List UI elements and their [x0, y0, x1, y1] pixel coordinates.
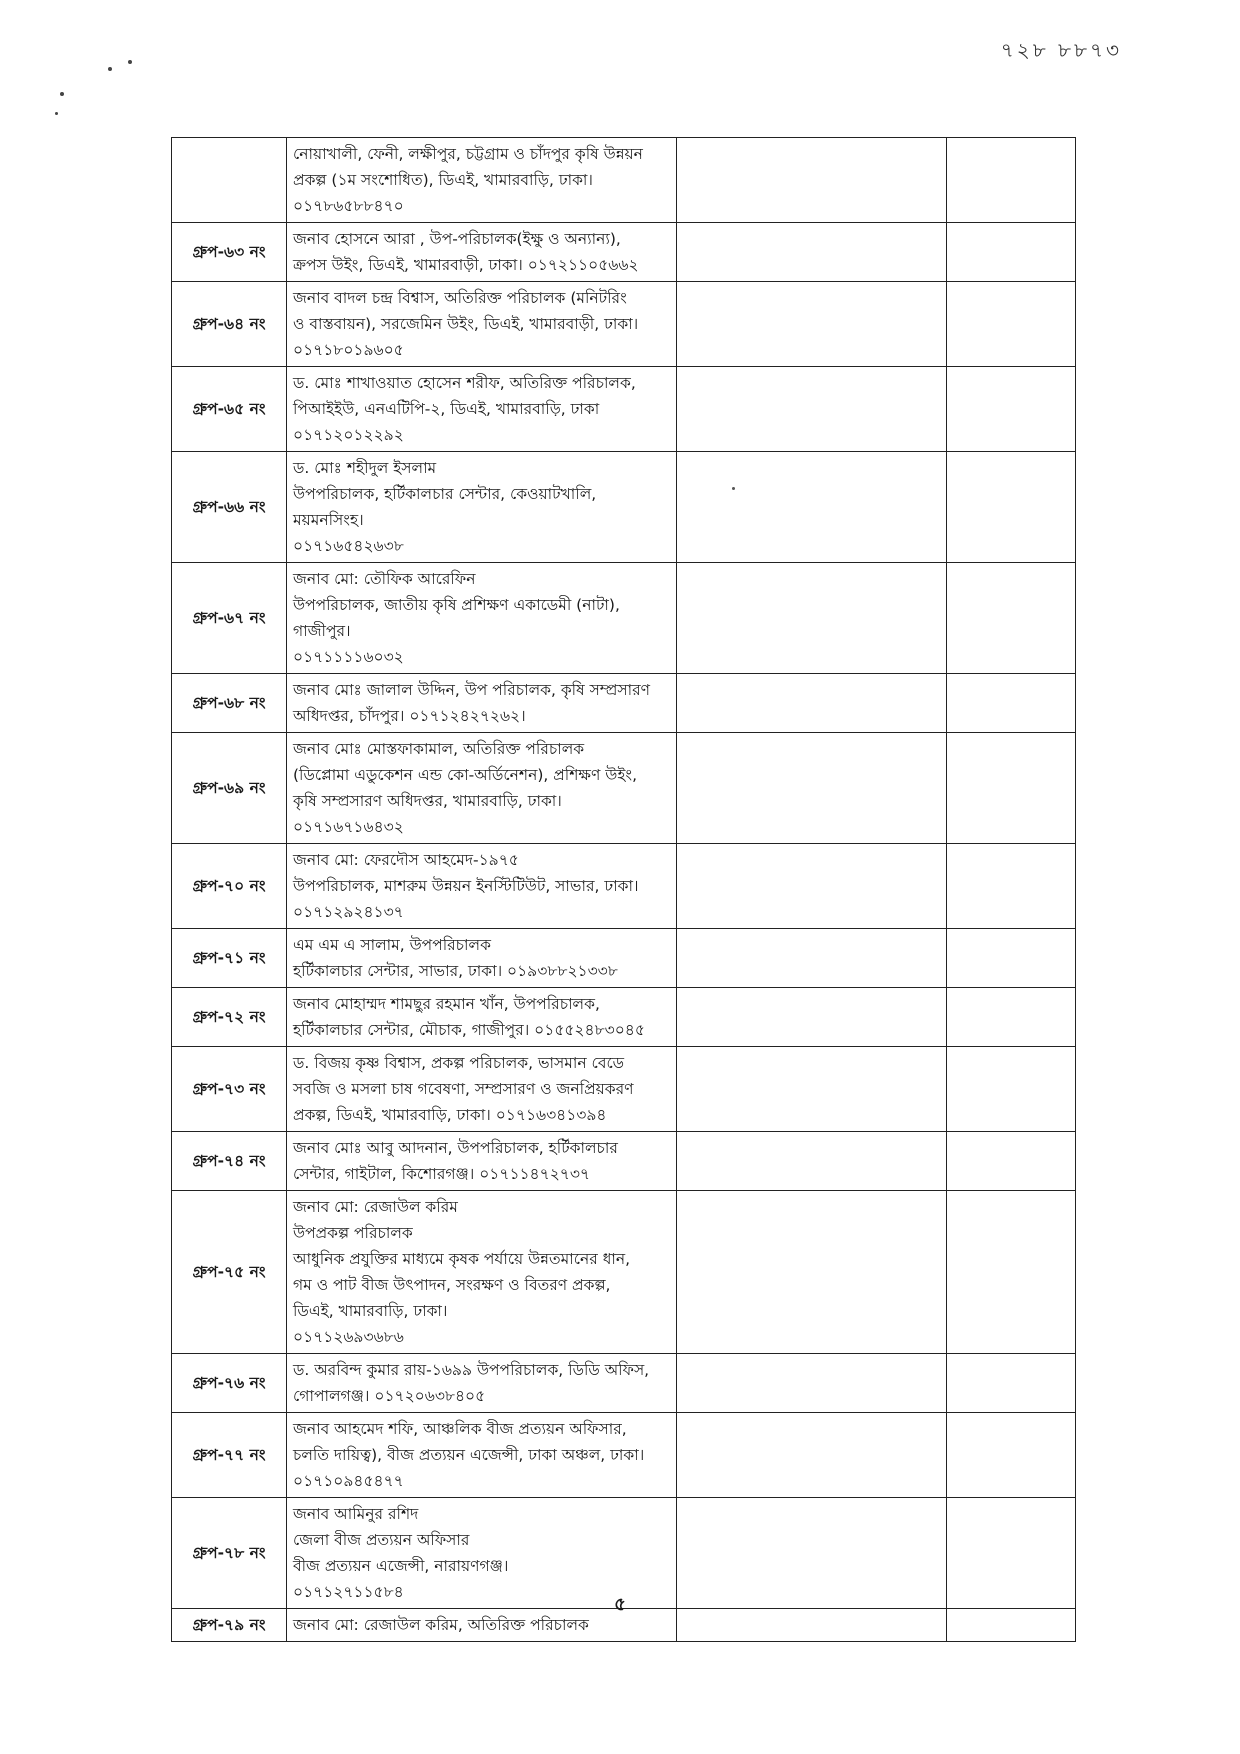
scan-speck — [108, 67, 112, 71]
officer-details-cell — [287, 563, 677, 674]
officer-detail-line: ০১৭১৬৭১৬৪৩২ — [293, 818, 404, 836]
group-number-cell: গ্রুপ-৭৯ নং — [172, 1609, 287, 1642]
officer-detail-line: (ডিপ্লোমা এডুকেশন এন্ড কো-অর্ডিনেশন), প্রশিক্ষণ উইং, — [293, 766, 637, 784]
group-number-cell: গ্রুপ-৭২ নং — [172, 988, 287, 1047]
blank-cell — [947, 988, 1076, 1047]
table-row — [172, 1191, 1076, 1354]
group-number-cell: গ্রুপ-৬৩ নং — [172, 223, 287, 282]
officer-detail-line: গোপালগঞ্জ। ০১৭২০৬৩৮৪০৫ — [293, 1387, 486, 1405]
scan-speck — [60, 92, 64, 96]
officer-details-cell — [287, 138, 677, 223]
officer-detail-line: ড. মোঃ শহীদুল ইসলাম — [293, 459, 437, 477]
officer-detail-line: প্রকল্প, ডিএই, খামারবাড়ি, ঢাকা। ০১৭১৬৩৪১৩৯৪ — [293, 1106, 607, 1124]
officer-detail-line: সবজি ও মসলা চাষ গবেষণা, সম্প্রসারণ ও জনপ্রিয়করণ — [293, 1080, 634, 1098]
group-number-cell: গ্রুপ-৭৪ নং — [172, 1132, 287, 1191]
blank-cell — [677, 929, 947, 988]
officer-detail-line: ড. অরবিন্দ কুমার রায়-১৬৯৯ উপপরিচালক, ডিডি অফিস, — [293, 1361, 650, 1379]
officer-details-cell — [287, 988, 677, 1047]
officer-detail-line: পিআইইউ, এনএটিপি-২, ডিএই, খামারবাড়ি, ঢাকা — [293, 400, 600, 418]
blank-cell — [677, 138, 947, 223]
group-number-cell: গ্রুপ-৭০ নং — [172, 844, 287, 929]
officer-detail-line: উপপরিচালক, জাতীয় কৃষি প্রশিক্ষণ একাডেমী (নাটা), — [293, 596, 620, 614]
officer-detail-line: জনাব মো: রেজাউল করিম — [293, 1198, 458, 1216]
blank-cell — [947, 844, 1076, 929]
officer-details-cell — [287, 1047, 677, 1132]
page-number: ৫ — [614, 1594, 626, 1615]
officer-detail-line: জেলা বীজ প্রত্যয়ন অফিসার — [293, 1531, 470, 1549]
group-number-cell: গ্রুপ-৭১ নং — [172, 929, 287, 988]
scan-speck — [128, 60, 132, 64]
table-row — [172, 563, 1076, 674]
table-row — [172, 1132, 1076, 1191]
scan-speck — [55, 112, 58, 115]
officer-detail-line: নোয়াখালী, ফেনী, লক্ষীপুর, চট্টগ্রাম ও চাঁদপুর কৃষি উন্নয়ন — [293, 145, 643, 163]
blank-cell — [947, 452, 1076, 563]
table-row — [172, 138, 1076, 223]
officer-detail-line: ০১৭১৮০১৯৬০৫ — [293, 341, 404, 359]
officer-details-cell — [287, 733, 677, 844]
officer-detail-line: প্রকল্প (১ম সংশোধিত), ডিএই, খামারবাড়ি, ঢাকা। — [293, 171, 593, 189]
officer-detail-line: ০১৭১১১১৬০৩২ — [293, 648, 404, 666]
table-row — [172, 1047, 1076, 1132]
group-number-cell: গ্রুপ-৭৩ নং — [172, 1047, 287, 1132]
officer-detail-line: জনাব বাদল চন্দ্র বিশ্বাস, অতিরিক্ত পরিচালক (মনিটরিং — [293, 289, 627, 307]
officer-details-cell — [287, 1191, 677, 1354]
officer-detail-line: জনাব মোহাম্মদ শামছুর রহমান খাঁন, উপপরিচালক, — [293, 995, 600, 1013]
header-reference-mark: ৭২৮ ৮৮৭৩ — [1000, 38, 1122, 62]
officer-detail-line: ও বাস্তবায়ন), সরজেমিন উইং, ডিএই, খামারবাড়ী, ঢাকা। — [293, 315, 639, 333]
officer-details-cell — [287, 223, 677, 282]
blank-cell — [947, 1047, 1076, 1132]
blank-cell — [677, 367, 947, 452]
officer-details-cell — [287, 844, 677, 929]
table-row — [172, 844, 1076, 929]
blank-cell — [947, 367, 1076, 452]
officer-detail-line: ০১৭১০৯৪৫৪৭৭ — [293, 1472, 404, 1490]
blank-cell — [677, 452, 947, 563]
officer-detail-line: ড. বিজয় কৃষ্ণ বিশ্বাস, প্রকল্প পরিচালক, ভাসমান বেডে — [293, 1054, 625, 1072]
group-number-cell: গ্রুপ-৬৫ নং — [172, 367, 287, 452]
blank-cell — [677, 988, 947, 1047]
officer-detail-line: সেন্টার, গাইটাল, কিশোরগঞ্জ। ০১৭১১৪৭২৭৩৭ — [293, 1165, 591, 1183]
table-row — [172, 929, 1076, 988]
table-row — [172, 1413, 1076, 1498]
officer-detail-line: অধিদপ্তর, চাঁদপুর। ০১৭১২৪২৭২৬২। — [293, 707, 526, 725]
group-number-cell: গ্রুপ-৭৮ নং — [172, 1498, 287, 1609]
table-row — [172, 223, 1076, 282]
group-number-cell: গ্রুপ-৬৯ নং — [172, 733, 287, 844]
blank-cell — [947, 223, 1076, 282]
blank-cell — [947, 138, 1076, 223]
officer-details-cell — [287, 1413, 677, 1498]
table-row — [172, 733, 1076, 844]
officer-details-cell — [287, 929, 677, 988]
blank-cell — [947, 1191, 1076, 1354]
officer-detail-line: জনাব মোঃ আবু আদনান, উপপরিচালক, হর্টিকালচার — [293, 1139, 618, 1157]
officer-details-cell — [287, 1354, 677, 1413]
blank-cell — [947, 563, 1076, 674]
roster-body — [172, 138, 1076, 1642]
officer-detail-line: হর্টিকালচার সেন্টার, মৌচাক, গাজীপুর। ০১৫৫২৪৮৩০৪৫ — [293, 1021, 645, 1039]
officer-detail-line: ড. মোঃ শাখাওয়াত হোসেন শরীফ, অতিরিক্ত পরিচালক, — [293, 374, 636, 392]
officer-detail-line: জনাব মো: তৌফিক আরেফিন — [293, 570, 476, 588]
officer-detail-line: জনাব মো: রেজাউল করিম, অতিরিক্ত পরিচালক — [293, 1616, 589, 1634]
officer-detail-line: কৃষি সম্প্রসারণ অধিদপ্তর, খামারবাড়ি, ঢাকা। — [293, 792, 562, 810]
officer-detail-line: উপপরিচালক, হর্টিকালচার সেন্টার, কেওয়াটখালি, — [293, 485, 597, 503]
blank-cell — [947, 1354, 1076, 1413]
blank-cell — [677, 1354, 947, 1413]
officer-detail-line: এম এম এ সালাম, উপপরিচালক — [293, 936, 491, 954]
officer-detail-line: ০১৭১৬৫৪২৬৩৮ — [293, 537, 404, 555]
officer-detail-line: ০১৭১২৬৯৩৬৮৬ — [293, 1328, 404, 1346]
blank-cell — [677, 563, 947, 674]
blank-cell — [677, 733, 947, 844]
officer-detail-line: উপপরিচালক, মাশরুম উন্নয়ন ইনস্টিটিউট, সাভার, ঢাকা। — [293, 877, 639, 895]
officer-detail-line: জনাব মোঃ মোস্তফাকামাল, অতিরিক্ত পরিচালক — [293, 740, 585, 758]
officer-detail-line: ময়মনসিংহ। — [293, 511, 364, 529]
officer-detail-line: ০১৭৮৬৫৮৮৪৭০ — [293, 197, 404, 215]
group-number-cell: গ্রুপ-৬৭ নং — [172, 563, 287, 674]
officer-details-cell — [287, 282, 677, 367]
table-row — [172, 367, 1076, 452]
officer-detail-line: জনাব মো: ফেরদৌস আহমেদ-১৯৭৫ — [293, 851, 519, 869]
officer-detail-line: হর্টিকালচার সেন্টার, সাভার, ঢাকা। ০১৯৩৮৮২১৩৩৮ — [293, 962, 618, 980]
officer-detail-line: আধুনিক প্রযুক্তির মাধ্যমে কৃষক পর্যায়ে উন্নতমানের ধান, — [293, 1250, 631, 1268]
group-number-cell: গ্রুপ-৭৫ নং — [172, 1191, 287, 1354]
group-number-cell — [172, 138, 287, 223]
blank-cell — [947, 1413, 1076, 1498]
officer-detail-line: জনাব আমিনুর রশিদ — [293, 1505, 419, 1523]
blank-cell — [947, 929, 1076, 988]
officer-detail-line: ০১৭১২০১২২৯২ — [293, 426, 404, 444]
group-number-cell: গ্রুপ-৬৬ নং — [172, 452, 287, 563]
blank-cell — [947, 733, 1076, 844]
officer-detail-line: গাজীপুর। — [293, 622, 351, 640]
officer-details-cell — [287, 674, 677, 733]
officer-details-cell — [287, 452, 677, 563]
table-row — [172, 988, 1076, 1047]
officer-detail-line: ক্রপস উইং, ডিএই, খামারবাড়ী, ঢাকা। ০১৭২১১০৫৬৬২ — [293, 256, 639, 274]
blank-cell — [677, 1191, 947, 1354]
blank-cell — [947, 674, 1076, 733]
table-row — [172, 674, 1076, 733]
officer-detail-line: ডিএই, খামারবাড়ি, ঢাকা। — [293, 1302, 448, 1320]
blank-cell — [677, 1047, 947, 1132]
table-row — [172, 282, 1076, 367]
officer-detail-line: উপপ্রকল্প পরিচালক — [293, 1224, 413, 1242]
blank-cell — [677, 674, 947, 733]
blank-cell — [947, 282, 1076, 367]
blank-cell — [677, 223, 947, 282]
blank-cell — [947, 1132, 1076, 1191]
blank-cell — [677, 282, 947, 367]
officer-details-cell — [287, 367, 677, 452]
officer-detail-line: জনাব হোসনে আরা , উপ-পরিচালক(ইক্ষু ও অন্যান্য), — [293, 230, 621, 248]
group-number-cell: গ্রুপ-৭৬ নং — [172, 1354, 287, 1413]
group-number-cell: গ্রুপ-৬৮ নং — [172, 674, 287, 733]
officer-detail-line: জনাব মোঃ জালাল উদ্দিন, উপ পরিচালক, কৃষি সম্প্রসারণ — [293, 681, 651, 699]
officer-detail-line: ০১৭১২৯২৪১৩৭ — [293, 903, 404, 921]
table-row — [172, 452, 1076, 563]
officer-detail-line: চলতি দায়িত্ব), বীজ প্রত্যয়ন এজেন্সী, ঢাকা অঞ্চল, ঢাকা। — [293, 1446, 645, 1464]
officer-detail-line: বীজ প্রত্যয়ন এজেন্সী, নারায়ণগঞ্জ। — [293, 1557, 509, 1575]
officer-detail-line: জনাব আহমেদ শফি, আঞ্চলিক বীজ প্রত্যয়ন অফিসার, — [293, 1420, 627, 1438]
group-roster-table — [171, 137, 1076, 1642]
blank-cell — [677, 844, 947, 929]
officer-detail-line: গম ও পাট বীজ উৎপাদন, সংরক্ষণ ও বিতরণ প্রকল্প, — [293, 1276, 611, 1294]
group-number-cell: গ্রুপ-৬৪ নং — [172, 282, 287, 367]
officer-detail-line: ০১৭১২৭১১৫৮৪ — [293, 1583, 404, 1601]
table-row — [172, 1354, 1076, 1413]
officer-details-cell — [287, 1132, 677, 1191]
blank-cell — [677, 1132, 947, 1191]
blank-cell — [677, 1413, 947, 1498]
group-number-cell: গ্রুপ-৭৭ নং — [172, 1413, 287, 1498]
